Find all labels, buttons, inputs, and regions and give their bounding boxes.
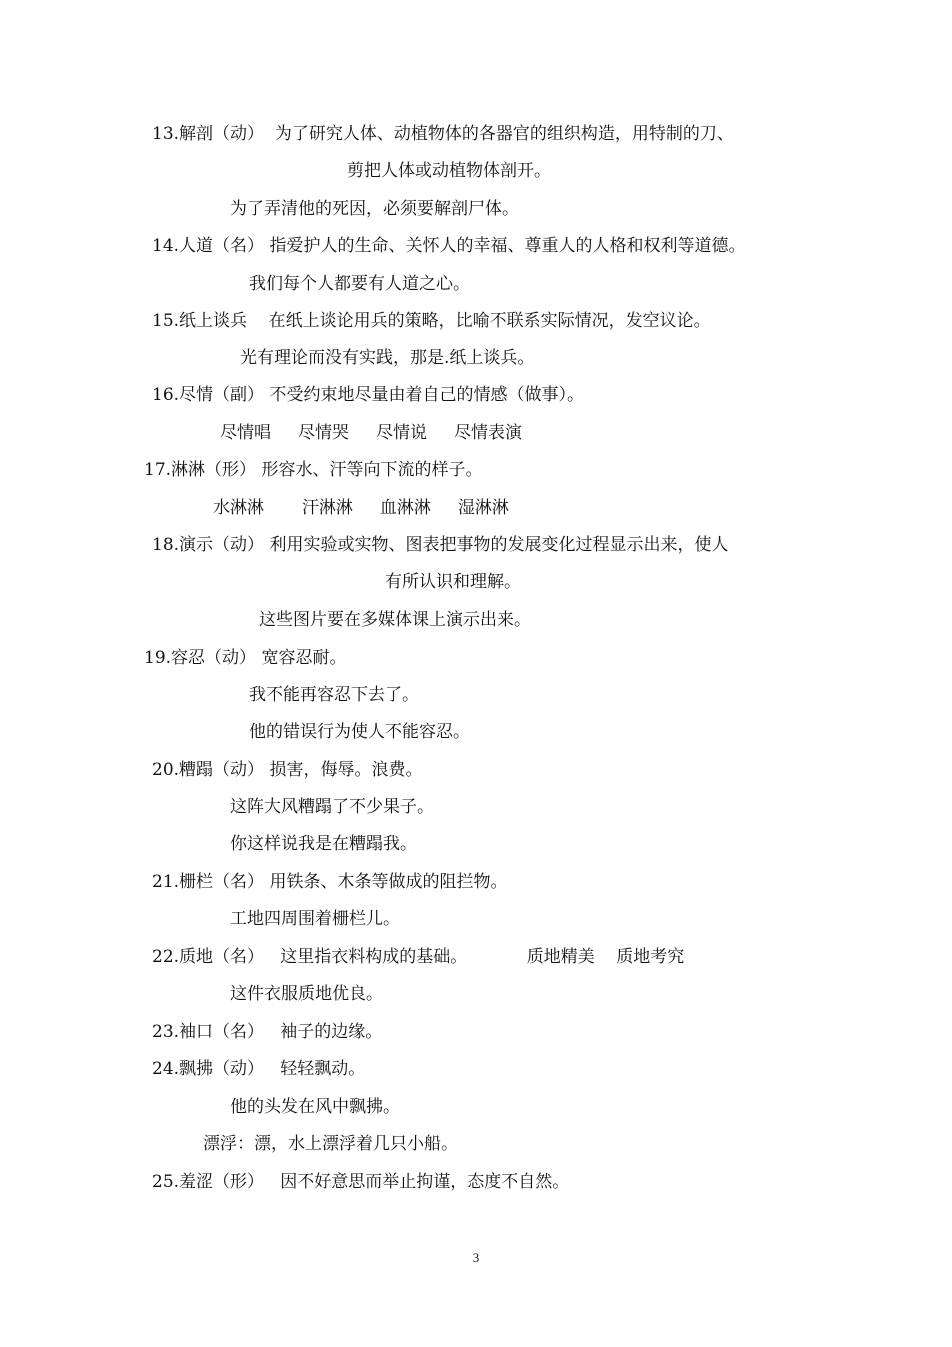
entry-13-headline: 13.解剖（动） 为了研究人体、动植物体的各器官的组织构造，用特制的刀、 (152, 124, 734, 144)
entry-21-example: 工地四周围着栅栏儿。 (230, 909, 400, 929)
entry-13-example: 为了弄清他的死因，必须要解剖尸体。 (230, 199, 519, 219)
entry-13-continuation: 剪把人体或动植物体剖开。 (347, 161, 551, 181)
entry-21-headline: 21.栅栏（名） 用铁条、木条等做成的阻拦物。 (152, 872, 508, 892)
entry-19-example-1: 我不能再容忍下去了。 (249, 685, 419, 705)
entry-15-headline: 15.纸上谈兵 在纸上谈论用兵的策略，比喻不联系实际情况，发空议论。 (152, 311, 711, 331)
entry-18-continuation: 有所认识和理解。 (385, 572, 521, 592)
entry-20-example-1: 这阵大风糟蹋了不少果子。 (230, 797, 434, 817)
entry-16-examples: 尽情唱 尽情哭 尽情说 尽情表演 (220, 423, 523, 443)
entry-17-headline: 17.淋淋（形） 形容水、汗等向下流的样子。 (144, 460, 483, 480)
entry-14-example: 我们每个人都要有人道之心。 (249, 274, 470, 294)
entry-15-example: 光有理论而没有实践，那是.纸上谈兵。 (240, 348, 535, 368)
entry-22-example: 这件衣服质地优良。 (230, 984, 383, 1004)
entry-24-note: 漂浮：漂，水上漂浮着几只小船。 (203, 1134, 458, 1154)
entry-24-example: 他的头发在风中飘拂。 (230, 1097, 400, 1117)
entry-18-example: 这些图片要在多媒体课上演示出来。 (259, 610, 531, 630)
entry-18-headline: 18.演示（动） 利用实验或实物、图表把事物的发展变化过程显示出来，使人 (152, 535, 729, 555)
entry-14-headline: 14.人道（名） 指爱护人的生命、关怀人的幸福、尊重人的人格和权利等道德。 (152, 236, 746, 256)
entry-19-headline: 19.容忍（动） 宽容忍耐。 (144, 648, 347, 668)
entry-20-headline: 20.糟蹋（动） 损害，侮辱。浪费。 (152, 760, 423, 780)
entry-20-example-2: 你这样说我是在糟蹋我。 (230, 834, 417, 854)
page-number: 3 (472, 1250, 480, 1265)
entry-24-headline: 24.飘拂（动） 轻轻飘动。 (152, 1059, 366, 1079)
entry-17-examples: 水淋淋 汗淋淋 血淋淋 湿淋淋 (213, 498, 509, 518)
entry-16-headline: 16.尽情（副） 不受约束地尽量由着自己的情感（做事）。 (152, 385, 584, 405)
entry-25-headline: 25.羞涩（形） 因不好意思而举止拘谨，态度不自然。 (152, 1172, 570, 1192)
entry-23-headline: 23.袖口（名） 袖子的边缘。 (152, 1022, 383, 1042)
entry-19-example-2: 他的错误行为使人不能容忍。 (249, 722, 470, 742)
entry-22-headline: 22.质地（名） 这里指衣料构成的基础。 质地精美 质地考究 (152, 947, 685, 967)
